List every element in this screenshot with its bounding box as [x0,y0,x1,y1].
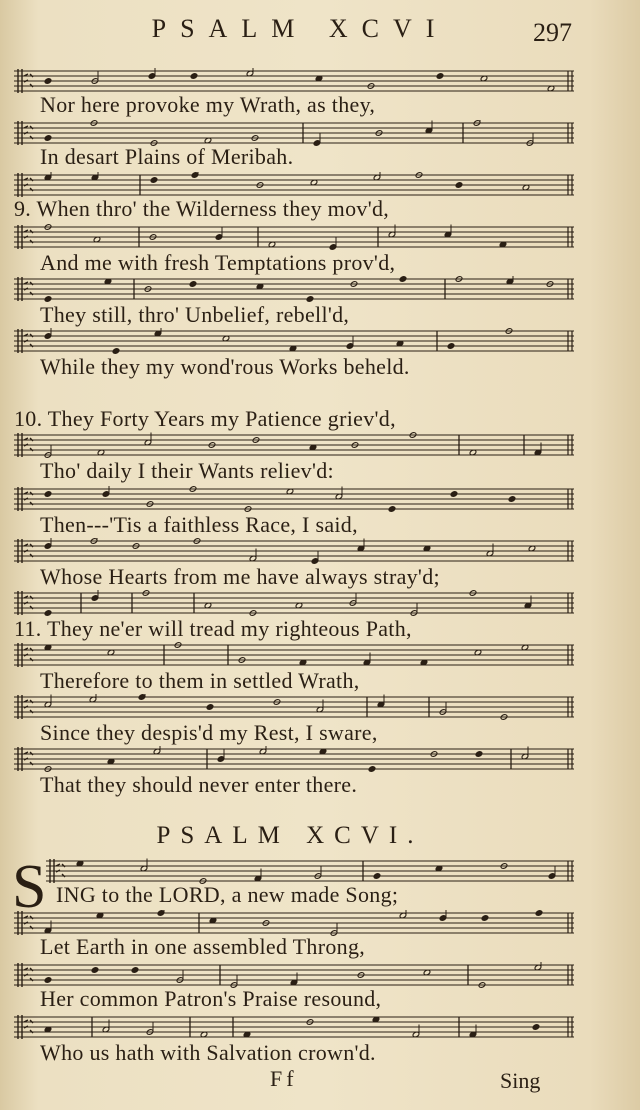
music-staff [14,486,574,512]
lyric-line: That they should never enter there. [40,772,358,797]
music-note [436,73,444,80]
music-note [455,182,463,189]
music-staff [14,432,574,458]
staff-drawing [14,910,574,936]
music-note [447,343,455,350]
music-staff [14,328,574,354]
page-number: 297 [533,18,572,47]
staff-drawing [14,172,574,198]
music-note [206,704,214,711]
staff-drawing [14,486,574,512]
staff-drawing [14,276,574,302]
music-staff [14,642,574,668]
music-staff [14,746,574,772]
lyric-line: Then---'Tis a faithless Race, I said, [40,512,358,537]
music-note [44,491,52,498]
music-staff [14,120,574,146]
signature-mark: Ff [270,1066,298,1091]
staff-drawing [14,538,574,564]
music-staff [14,68,574,94]
lyric-line: Tho' daily I their Wants reliev'd: [40,458,334,483]
staff-drawing [14,746,574,772]
staff-drawing [14,328,574,354]
music-staff [14,224,574,250]
music-staff [14,962,574,988]
music-note [190,73,198,80]
staff-drawing [14,432,574,458]
lyric-line: Nor here provoke my Wrath, as they, [40,92,376,117]
staff-drawing [14,120,574,146]
lyric-line: 9. When thro' the Wilderness they mov'd, [14,196,390,221]
lyric-line: ING to the LORD, a new made Song; [56,882,399,907]
staff-drawing [14,590,574,616]
drop-cap: S [12,853,47,921]
music-note [150,177,158,184]
lyric-line: Who us hath with Salvation crown'd. [40,1040,376,1065]
lyric-line: Her common Patron's Praise resound, [40,986,382,1011]
music-note [450,491,458,498]
psalm-heading: PSALM XCVI. [156,822,424,849]
lyric-line: In desart Plains of Meribah. [40,144,294,169]
staff-drawing [14,694,574,720]
music-note [475,751,483,758]
music-note [535,910,543,916]
music-note [44,135,52,142]
lyric-line: Since they despis'd my Rest, I sware, [40,720,378,745]
music-note [368,766,376,772]
staff-drawing [14,224,574,250]
music-staff [14,590,574,616]
staff-drawing [46,858,574,884]
music-note [44,977,52,984]
music-staff [14,538,574,564]
lyric-line: Whose Hearts from me have always stray'd; [40,564,440,589]
music-note [131,967,139,974]
catchword: Sing [500,1068,541,1093]
lyric-line: Therefore to them in settled Wrath, [40,668,360,693]
music-note [388,506,396,512]
music-note [44,78,52,85]
staff-drawing [14,1014,574,1040]
music-staff [14,910,574,936]
music-note [481,915,489,922]
staff-drawing [14,68,574,94]
music-staff [46,858,574,884]
music-staff [14,172,574,198]
staff-drawing [14,642,574,668]
music-staff [14,276,574,302]
music-note [508,496,516,503]
lyric-line: 10. They Forty Years my Patience griev'd, [14,406,396,431]
music-note [189,281,197,288]
lyric-line: And me with fresh Temptations prov'd, [40,250,396,275]
music-note [373,873,381,880]
music-staff [14,694,574,720]
music-staff [14,1014,574,1040]
lyric-line: While they my wond'rous Works beheld. [40,354,410,379]
music-note [399,276,407,282]
staff-drawing [14,962,574,988]
lyric-line: Let Earth in one assembled Throng, [40,934,366,959]
running-header-title: PSALM XCVI [151,14,449,43]
lyric-line: 11. They ne'er will tread my righteous Path, [14,616,412,641]
music-note [532,1024,540,1031]
lyric-line: They still, thro' Unbelief, rebell'd, [40,302,350,327]
music-note [91,967,99,974]
